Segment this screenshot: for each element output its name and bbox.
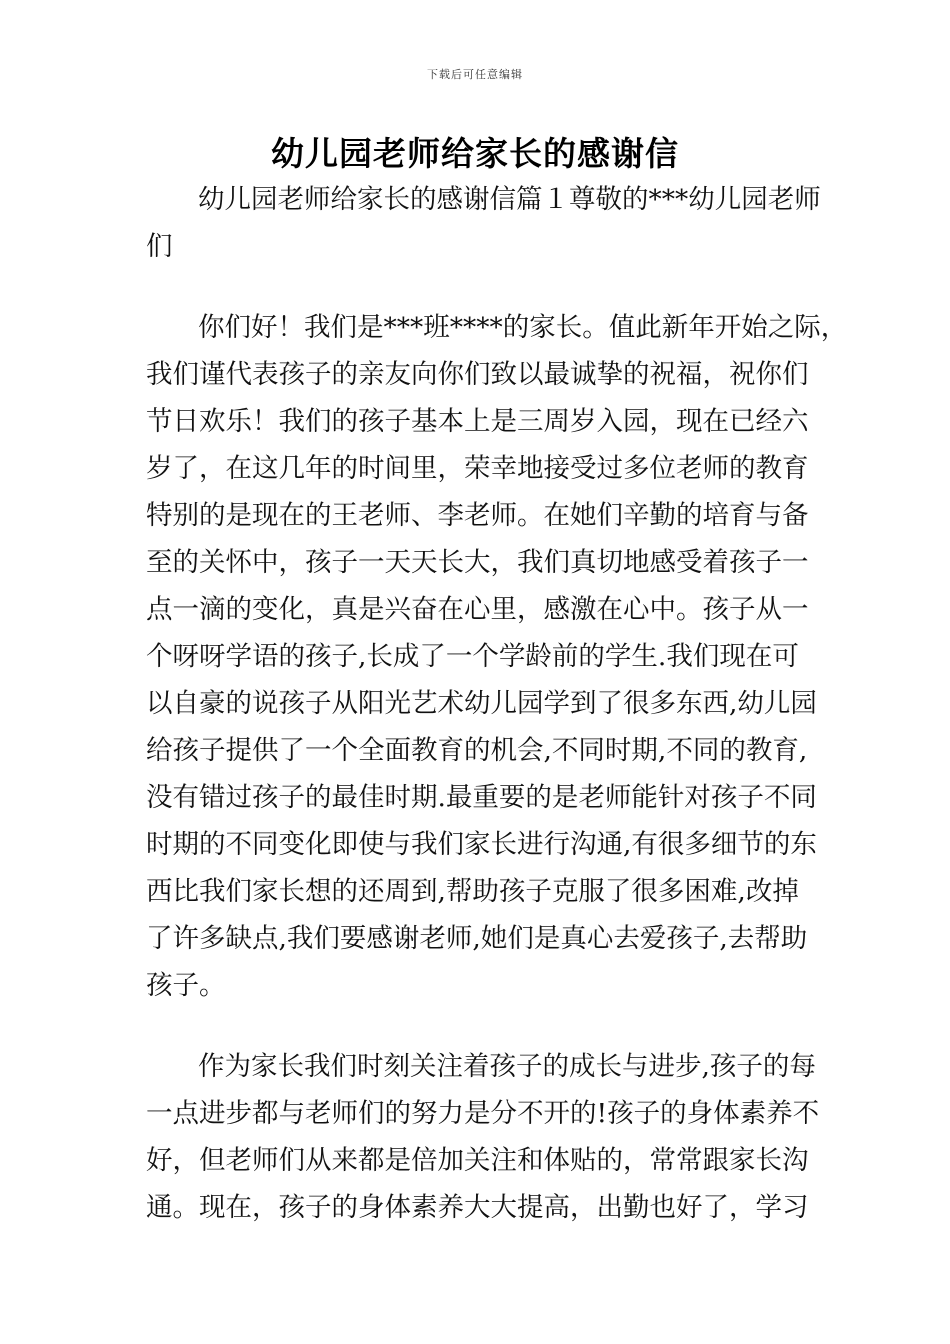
document-title: 幼儿园老师给家长的感谢信 bbox=[271, 134, 679, 173]
paragraph-1 bbox=[146, 182, 821, 276]
text-line: 作为家长我们时刻关注着孩子的成长与进步,孩子的每 bbox=[198, 1051, 816, 1082]
paragraph-3 bbox=[146, 1049, 818, 1237]
text-line: 没有错过孩子的最佳时期.最重要的是老师能针对孩子不同 bbox=[146, 782, 817, 813]
text-line: 以自豪的说孩子从阳光艺术幼儿园学到了很多东西,幼儿园 bbox=[146, 688, 817, 719]
text-line: 至的关怀中，孩子一天天长大，我们真切地感受着孩子一 bbox=[146, 547, 809, 578]
text-line: 我们谨代表孩子的亲友向你们致以最诚挚的祝福，祝你们 bbox=[146, 359, 809, 390]
document-body bbox=[146, 182, 848, 1237]
text-line: 西比我们家长想的还周到,帮助孩子克服了很多困难,改掉 bbox=[146, 876, 799, 907]
text-line: 一点进步都与老师们的努力是分不开的!孩子的身体素养不 bbox=[146, 1098, 820, 1129]
text-line: 了许多缺点,我们要感谢老师,她们是真心去爱孩子,去帮助 bbox=[146, 923, 808, 954]
text-line: 节日欢乐！我们的孩子基本上是三周岁入园，现在已经六 bbox=[146, 406, 809, 437]
text-line: 好，但老师们从来都是倍加关注和体贴的，常常跟家长沟 bbox=[146, 1145, 809, 1176]
text-line: 个呀呀学语的孩子,长成了一个学龄前的学生.我们现在可 bbox=[146, 641, 799, 672]
text-line: 通。现在，孩子的身体素养大大提高，出勤也好了，学习 bbox=[146, 1192, 809, 1223]
text-line: 你们好！我们是***班****的家长。值此新年开始之际， bbox=[198, 312, 848, 343]
text-line: 岁了，在这几年的时间里，荣幸地接受过多位老师的教育 bbox=[146, 453, 809, 484]
text-line: 孩子。 bbox=[146, 970, 226, 1001]
header-note: 下载后可任意编辑 bbox=[427, 68, 523, 81]
paragraph-gap bbox=[146, 276, 818, 310]
paragraph-2 bbox=[146, 310, 848, 1015]
text-line: 幼儿园老师给家长的感谢信篇１尊敬的***幼儿园老师 bbox=[198, 184, 821, 215]
paragraph-gap bbox=[146, 1015, 818, 1049]
text-line: 特别的是现在的王老师、李老师。在她们辛勤的培育与备 bbox=[146, 500, 809, 531]
text-line: 们 bbox=[146, 231, 173, 262]
text-line: 时期的不同变化即使与我们家长进行沟通,有很多细节的东 bbox=[146, 829, 817, 860]
text-line: 给孩子提供了一个全面教育的机会,不同时期,不同的教育, bbox=[146, 735, 808, 766]
text-line: 点一滴的变化，真是兴奋在心里，感激在心中。孩子从一 bbox=[146, 594, 809, 625]
